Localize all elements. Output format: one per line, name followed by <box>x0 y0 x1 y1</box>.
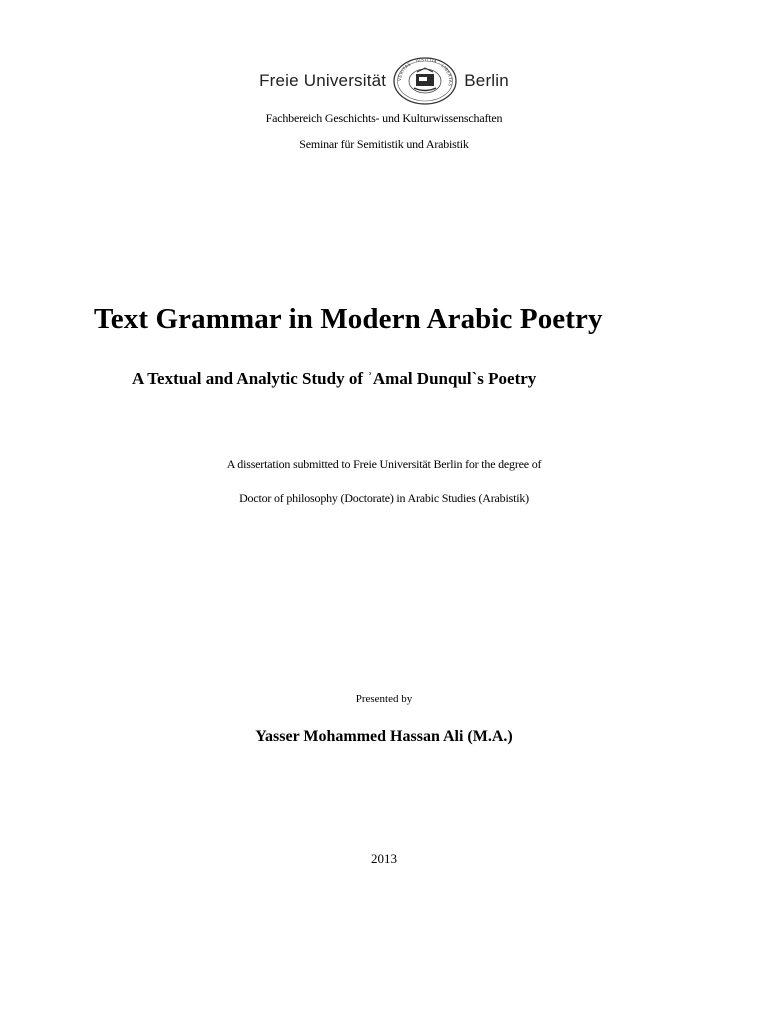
faculty-line: Fachbereich Geschichts- und Kulturwissenschaften <box>265 111 503 125</box>
seal-ring-text: VERITAS · IUSTITIA · LIBERTAS <box>397 57 454 87</box>
author-name: Yasser Mohammed Hassan Ali (M.A.) <box>255 728 513 745</box>
university-name-left: Freie Universität <box>259 71 387 90</box>
seminar-line: Seminar für Semitistik und Arabistik <box>299 137 469 151</box>
presented-by-label: Presented by <box>355 693 413 705</box>
year: 2013 <box>371 851 397 866</box>
document-subtitle: A Textual and Analytic Study of ʾAmal Dunqul`s Poetry <box>132 369 537 388</box>
university-name-right: Berlin <box>464 71 509 90</box>
dissertation-line-1: A dissertation submitted to Freie Universität Berlin for the degree of <box>226 457 542 471</box>
dissertation-line-2: Doctor of philosophy (Doctorate) in Arabic Studies (Arabistik) <box>239 491 529 505</box>
university-logo-inner <box>259 57 509 105</box>
university-logo <box>0 56 768 106</box>
university-seal-icon <box>392 57 458 105</box>
document-title: Text Grammar in Modern Arabic Poetry <box>94 303 603 335</box>
